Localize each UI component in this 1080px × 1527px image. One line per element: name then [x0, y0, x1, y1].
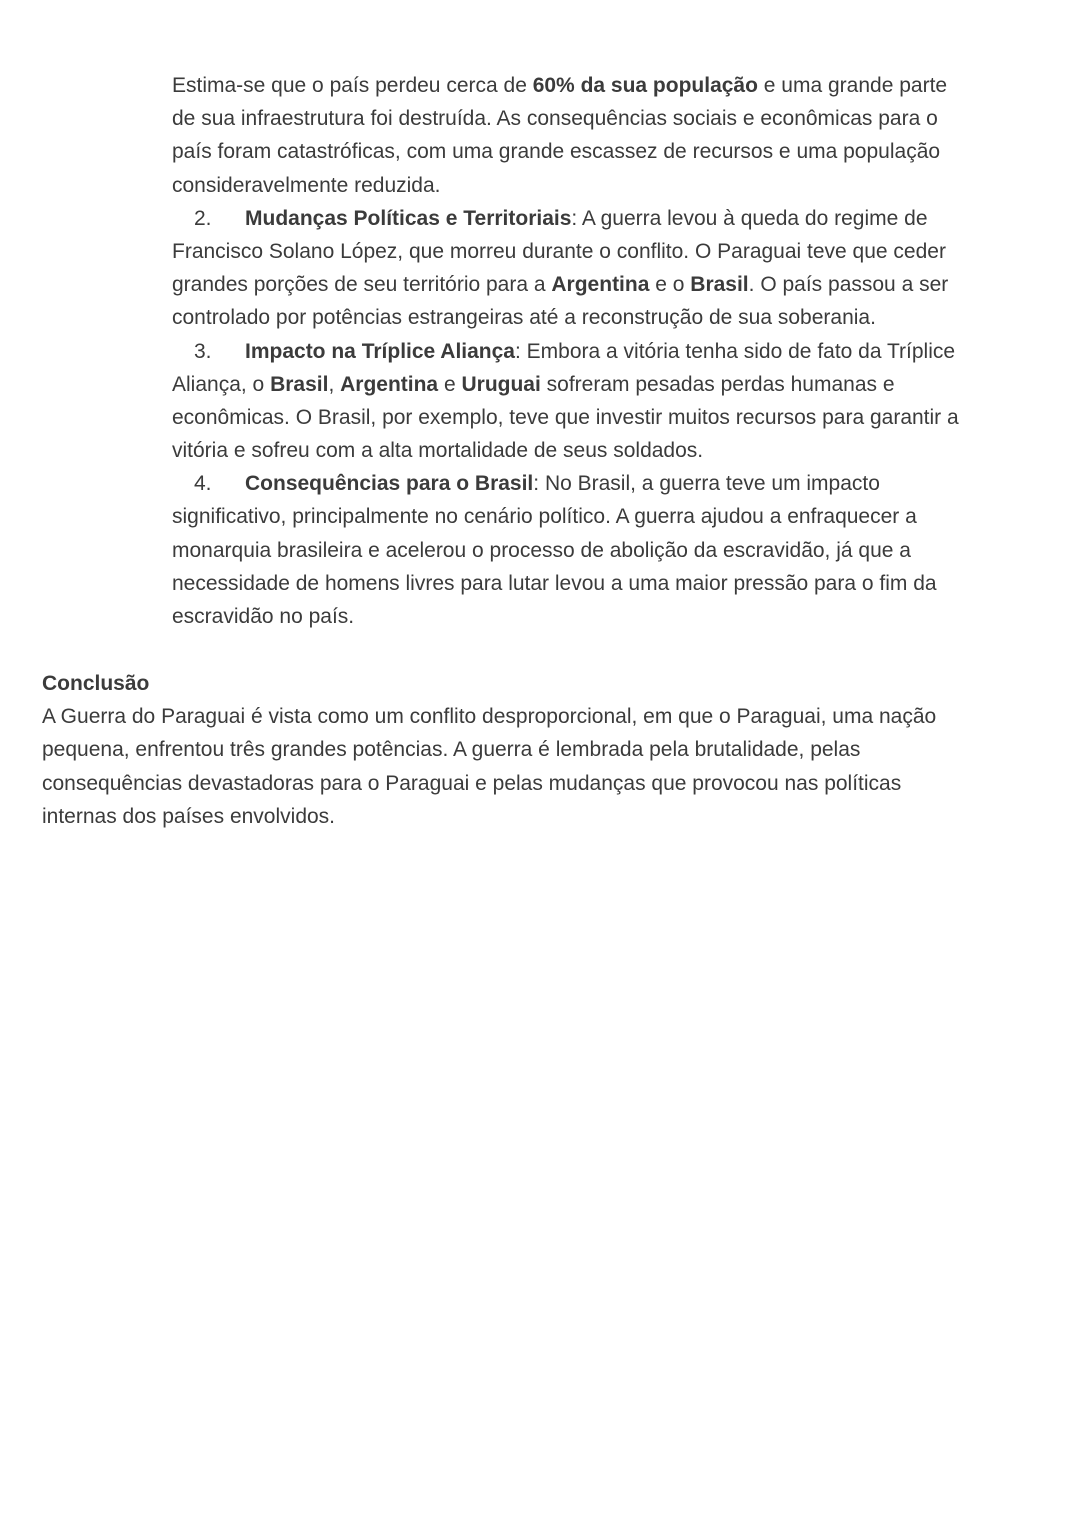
text-line: [172, 368, 959, 401]
text-span: monarquia brasileira e acelerou o processo de abolição da escravidão, já que a: [172, 538, 911, 562]
bold-text: Brasil: [690, 273, 749, 297]
bold-text: 60% da sua população: [532, 74, 758, 97]
text-span: país foram catastróficas, com uma grande escassez de recursos e uma população: [172, 140, 941, 164]
bold-text: Argentina: [340, 372, 439, 396]
text-line: [172, 268, 959, 301]
text-span: pequena, enfrentou três grandes potências. A guerra é lembrada pela brutalidade, pelas: [42, 738, 861, 762]
bold-text: Impacto na Tríplice Aliança: [245, 339, 515, 363]
text-line: [172, 301, 959, 334]
consequences-list: [172, 69, 959, 633]
text-line: [172, 235, 959, 268]
text-line: [172, 500, 959, 533]
text-line: [172, 169, 959, 202]
conclusion-paragraph: [42, 700, 936, 833]
text-span: Estima-se que o país perdeu cerca de: [172, 74, 533, 97]
text-line: [42, 800, 936, 833]
list-number: 2.: [194, 206, 212, 230]
text-span: Francisco Solano López, que morreu durante o conflito. O Paraguai teve que ceder: [172, 239, 946, 263]
text-line: [172, 467, 959, 500]
text-span: consideravelmente reduzida.: [172, 173, 441, 197]
conclusion-heading: Conclusão: [42, 672, 150, 695]
text-span: significativo, principalmente no cenário político. A guerra ajudou a enfraquecer a: [172, 505, 917, 529]
bold-text: Mudanças Políticas e Territoriais: [245, 206, 572, 230]
text-span: de sua infraestrutura foi destruída. As consequências sociais e econômicas para o: [172, 107, 938, 131]
bold-text: Brasil: [270, 372, 329, 396]
text-span: ,: [328, 372, 341, 396]
text-span: grandes porções de seu território para a: [172, 273, 552, 297]
text-line: [172, 434, 959, 467]
text-span: consequências devastadoras para o Paraguai e pelas mudanças que provocou nas políticas: [42, 771, 902, 795]
bold-text: Uruguai: [461, 372, 541, 396]
bold-text: Consequências para o Brasil: [245, 472, 534, 496]
text-line: [172, 69, 959, 102]
text-line: [172, 401, 959, 434]
text-span: econômicas. O Brasil, por exemplo, teve que investir muitos recursos para garantir a: [172, 405, 959, 429]
text-span: : Embora a vitória tenha sido de fato da Tríplice: [514, 339, 956, 363]
conclusion-section: [42, 667, 936, 833]
text-line: [172, 202, 959, 235]
text-span: e: [438, 372, 462, 396]
list-number: 3.: [194, 339, 212, 363]
text-span: : No Brasil, a guerra teve um impacto: [533, 472, 880, 496]
bold-text: Argentina: [551, 273, 650, 297]
text-span: : A guerra levou à queda do regime de: [571, 206, 928, 230]
text-line: [172, 335, 959, 368]
text-span: sofreram pesadas perdas humanas e: [540, 372, 895, 396]
text-line: [172, 135, 959, 168]
text-span: A Guerra do Paraguai é vista como um conflito desproporcional, em que o Paraguai, uma nação: [42, 705, 937, 729]
text-span: Aliança, o: [172, 372, 271, 396]
text-line: [42, 733, 936, 766]
text-span: . O país passou a ser: [748, 273, 949, 297]
text-span: escravidão no país.: [172, 605, 355, 628]
text-span: controlado por potências estrangeiras até a reconstrução de sua soberania.: [172, 306, 876, 330]
text-line: [172, 102, 959, 135]
text-span: e uma grande parte: [757, 74, 948, 97]
text-span: vitória e sofreu com a alta mortalidade de seus soldados.: [172, 439, 704, 463]
text-span: internas dos países envolvidos.: [42, 804, 336, 828]
text-line: [42, 700, 936, 733]
text-line: [42, 767, 936, 800]
text-line: [172, 567, 959, 600]
text-span: e o: [649, 273, 691, 297]
text-line: [172, 534, 959, 567]
text-line: [172, 600, 959, 633]
list-number: 4.: [194, 472, 212, 496]
text-span: necessidade de homens livres para lutar levou a uma maior pressão para o fim da: [172, 571, 937, 595]
